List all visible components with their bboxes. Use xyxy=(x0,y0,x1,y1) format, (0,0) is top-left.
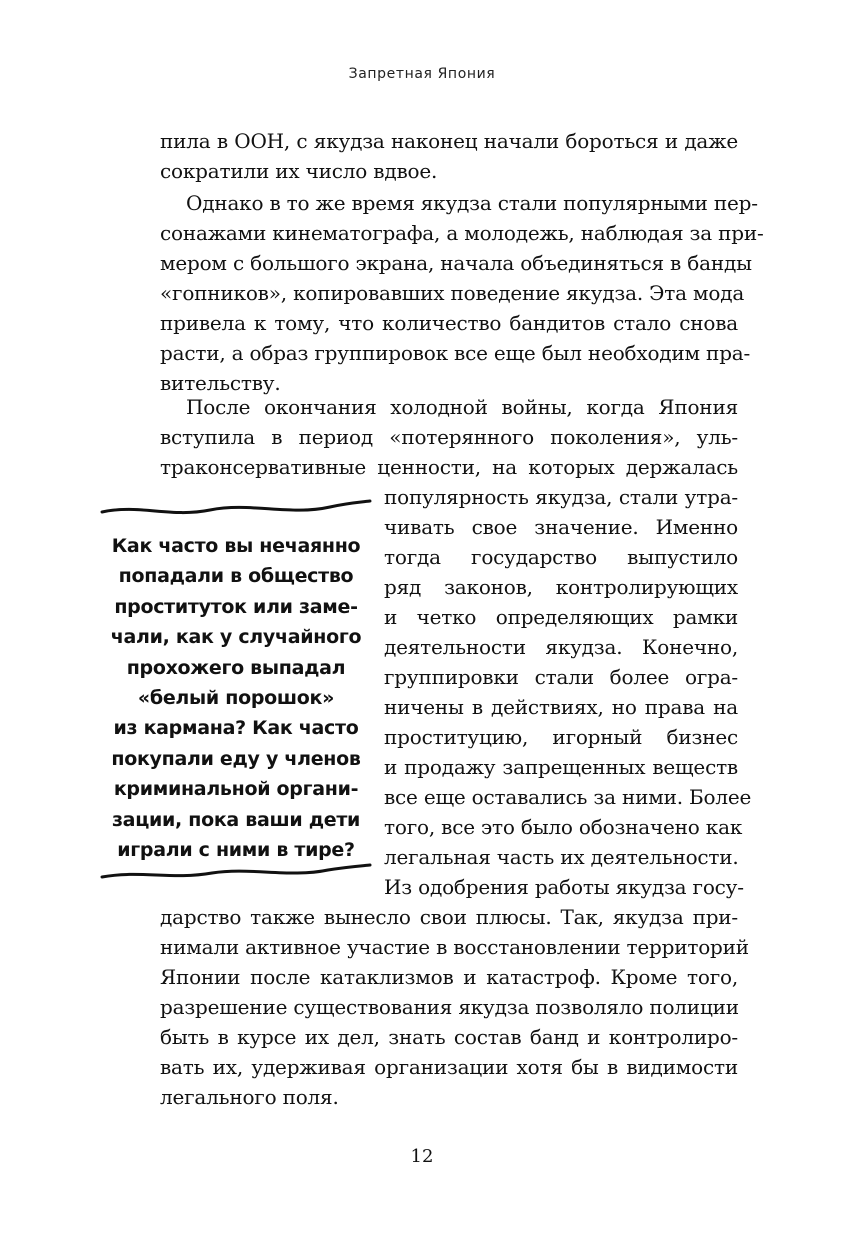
body-line: вступила в период «потерянного поколения», уль- xyxy=(160,425,738,449)
wavy-rule-bottom xyxy=(100,862,372,882)
body-line: легального поля. xyxy=(160,1085,339,1109)
body-line: разрешение существования якудза позволяло полиции xyxy=(160,995,739,1019)
pull-quote-line: чали, как у случайного xyxy=(110,626,362,649)
body-line: «гопников», копировавших поведение якудза. Эта мода xyxy=(160,281,745,305)
pull-quote xyxy=(100,531,372,865)
body-line: тогда государство выпустило xyxy=(384,545,738,569)
body-line: вительству. xyxy=(160,371,281,395)
wavy-rule-top xyxy=(100,498,372,518)
pull-quote-line: зации, пока ваши дети xyxy=(111,808,361,831)
pull-quote-line: криминальной органи- xyxy=(113,778,359,801)
body-line: и четко определяющих рамки xyxy=(384,605,738,629)
page-number: 12 xyxy=(410,1146,434,1167)
body-line: расти, а образ группировок все еще был необходим пра- xyxy=(160,341,751,365)
pull-quote-line: из кармана? Как часто xyxy=(113,717,359,740)
pull-quote-line: попадали в общество xyxy=(118,565,354,588)
pull-quote-line: Как часто вы нечаянно xyxy=(111,535,361,557)
running-head: Запретная Япония xyxy=(348,66,496,82)
body-line: сонажами кинематографа, а молодежь, наблюдая за при- xyxy=(160,221,764,245)
body-line: нимали активное участие в восстановлении территорий xyxy=(160,935,749,959)
body-line: пила в ООН, с якудза наконец начали бороться и даже xyxy=(160,129,738,153)
pull-quote-line: «белый порошок» xyxy=(137,687,335,710)
body-line: легальная часть их деятельности. xyxy=(384,845,739,869)
body-line: сократили их число вдвое. xyxy=(160,159,438,183)
body-line: дарство также вынесло свои плюсы. Так, якудза при- xyxy=(160,905,738,929)
body-line: вать их, удерживая организации хотя бы в видимости xyxy=(160,1055,738,1079)
body-line: Из одобрения работы якудза госу- xyxy=(384,875,744,899)
body-line: После окончания холодной войны, когда Япония xyxy=(186,395,738,419)
body-line: быть в курсе их дел, знать состав банд и контролиро- xyxy=(160,1025,738,1049)
body-line: Однако в то же время якудза стали популярными пер- xyxy=(186,191,758,215)
body-line: ничены в действиях, но права на xyxy=(384,695,738,719)
body-line: чивать свое значение. Именно xyxy=(384,515,738,539)
body-line: траконсервативные ценности, на которых держалась xyxy=(160,455,738,479)
body-line: проституцию, игорный бизнес xyxy=(384,725,738,749)
body-line: все еще оставались за ними. Более xyxy=(384,785,752,809)
body-line: Японии после катаклизмов и катастроф. Кроме того, xyxy=(160,965,738,989)
body-line: популярность якудза, стали утра- xyxy=(384,485,738,509)
pull-quote-line: играли с ними в тире? xyxy=(117,839,355,862)
body-line: привела к тому, что количество бандитов стало снова xyxy=(160,311,738,335)
body-line: ряд законов, контролирующих xyxy=(384,575,738,599)
body-line: и продажу запрещенных веществ xyxy=(384,755,738,779)
pull-quote-line: прохожего выпадал xyxy=(126,656,346,679)
pull-quote-line: проституток или заме- xyxy=(114,595,358,618)
body-line: мером с большого экрана, начала объединяться в банды xyxy=(160,251,752,275)
body-line: деятельности якудза. Конечно, xyxy=(384,635,738,659)
pull-quote-line: покупали еду у членов xyxy=(111,747,361,770)
body-line: того, все это было обозначено как xyxy=(384,815,743,839)
body-line: группировки стали более огра- xyxy=(384,665,738,689)
